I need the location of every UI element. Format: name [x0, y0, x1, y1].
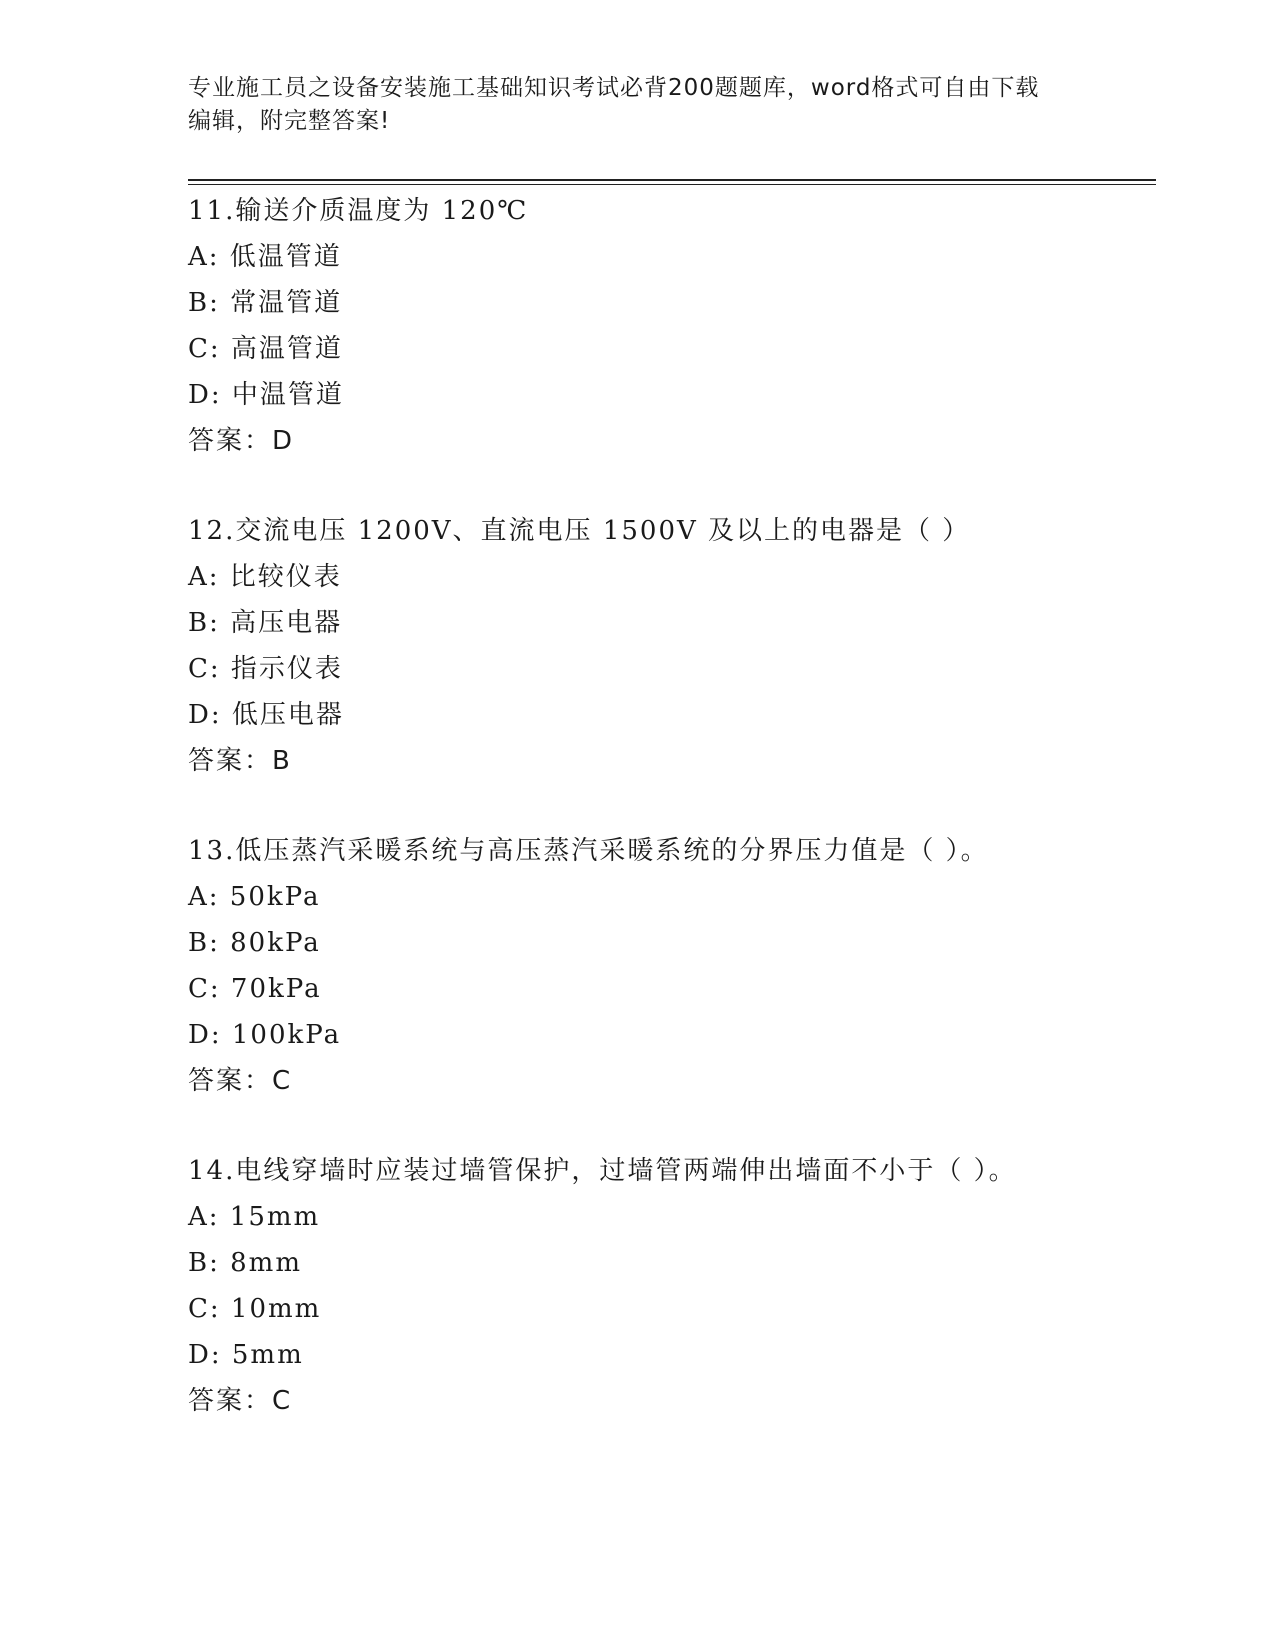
- option-d: D: 100kPa: [188, 1020, 342, 1050]
- answer-line: 答案：D: [188, 426, 295, 456]
- document-header: [188, 72, 1088, 138]
- option-b: B: 80kPa: [188, 928, 321, 958]
- question-stem: 11.输送介质温度为 120℃: [188, 196, 529, 226]
- answer-line: 答案：B: [188, 746, 292, 776]
- option-a: A: 15mm: [188, 1202, 321, 1232]
- option-d: D: 5mm: [188, 1340, 304, 1370]
- option-a: A: 50kPa: [188, 882, 321, 912]
- header-line-2: 编辑，附完整答案!: [188, 108, 391, 134]
- question-block: [188, 508, 1148, 784]
- option-b: B: 常温管道: [188, 288, 343, 318]
- option-d: D: 中温管道: [188, 380, 344, 410]
- option-b: B: 8mm: [188, 1248, 302, 1278]
- answer-line: 答案：C: [188, 1386, 293, 1416]
- question-block: [188, 1148, 1148, 1424]
- option-a: A: 低温管道: [188, 242, 342, 272]
- header-line-1: 专业施工员之设备安装施工基础知识考试必背200题题库，word格式可自由下载: [188, 75, 1040, 101]
- question-stem: 14.电线穿墙时应装过墙管保护，过墙管两端伸出墙面不小于（ ）。: [188, 1156, 1017, 1186]
- question-stem: 13.低压蒸汽采暖系统与高压蒸汽采暖系统的分界压力值是（ ）。: [188, 836, 989, 866]
- option-c: C: 指示仪表: [188, 654, 343, 684]
- header-divider-thin: [188, 184, 1156, 185]
- option-c: C: 高温管道: [188, 334, 343, 364]
- option-b: B: 高压电器: [188, 608, 343, 638]
- question-block: [188, 828, 1148, 1104]
- option-d: D: 低压电器: [188, 700, 344, 730]
- answer-line: 答案：C: [188, 1066, 293, 1096]
- question-block: [188, 188, 1148, 464]
- question-stem: 12.交流电压 1200V、直流电压 1500V 及以上的电器是（ ）: [188, 516, 971, 546]
- option-c: C: 10mm: [188, 1294, 322, 1324]
- header-divider-thick: [188, 179, 1156, 181]
- option-a: A: 比较仪表: [188, 562, 342, 592]
- option-c: C: 70kPa: [188, 974, 322, 1004]
